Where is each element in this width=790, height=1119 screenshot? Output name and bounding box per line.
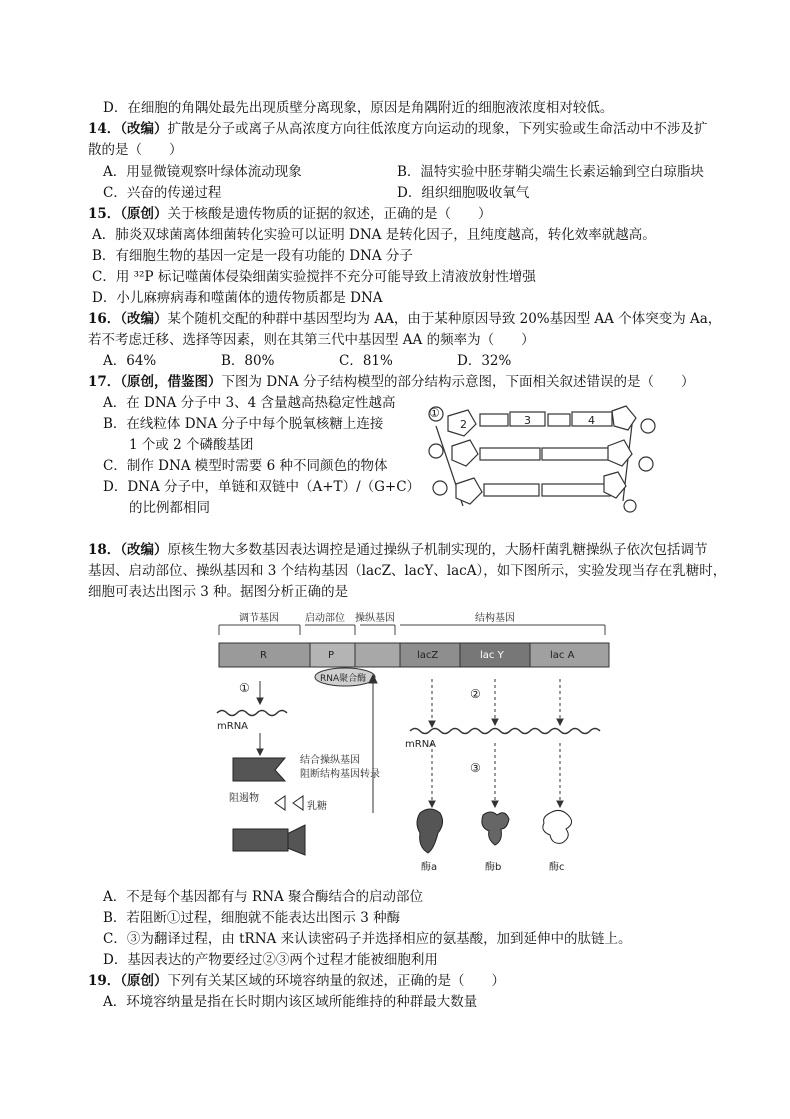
q16-stem bbox=[88, 310, 721, 328]
seg-r: R bbox=[260, 650, 267, 661]
q19-text: 下列有关某区域的环境容纳量的叙述，正确的是（ ） bbox=[167, 973, 506, 989]
bind-operator-label: 结合操纵基因 bbox=[300, 755, 360, 766]
dna-label-4: 4 bbox=[588, 414, 595, 427]
q17-option-d-cont: 的比例都相同 bbox=[129, 500, 210, 516]
q17-option-a: A．在 DNA 分子中 3、4 含量越高热稳定性越高 bbox=[103, 395, 396, 411]
enzyme-b-label: 酶b bbox=[485, 862, 502, 873]
q16-text: 某个随机交配的种群中基因型均为 AA，由于某种原因导致 20%基因型 AA 个体突变为 Aa， bbox=[167, 311, 722, 327]
q16-tag: 16．（改编） bbox=[88, 311, 168, 327]
q15-option-b: B．有细胞生物的基因一定是一段有功能的 DNA 分子 bbox=[92, 248, 413, 264]
q18-option-c: C．③为翻译过程，由 tRNA 来认读密码子并选择相应的氨基酸，加到延伸中的肽链上。 bbox=[103, 931, 632, 947]
q15-stem bbox=[88, 205, 492, 223]
mrna-right-label: mRNA bbox=[405, 739, 437, 750]
seg-lacy: lac Y bbox=[480, 650, 504, 661]
lac-operon-diagram bbox=[205, 603, 615, 883]
q16-option-c: C．81% bbox=[339, 353, 393, 369]
q14-tag: 14．（改编） bbox=[88, 121, 168, 137]
q14-text: 扩散是分子或离子从高浓度方向往低浓度方向运动的现象，下列实验或生命活动中不涉及扩 bbox=[167, 121, 708, 137]
q18-option-d: D．基因表达的产物要经过②③两个过程才能被细胞利用 bbox=[103, 952, 438, 968]
label-promoter: 启动部位 bbox=[305, 613, 345, 624]
q14-option-a: A．用显微镜观察叶绿体流动现象 bbox=[103, 164, 302, 180]
rna-polymerase-label: RNA聚合酶 bbox=[320, 674, 367, 684]
q17-option-b-cont: 1 个或 2 个磷酸基团 bbox=[129, 437, 254, 453]
q19-stem bbox=[88, 972, 505, 990]
q16-option-a: A．64% bbox=[103, 353, 157, 369]
seg-lacz: lacZ bbox=[417, 650, 439, 661]
mrna-left-label: mRNA bbox=[217, 721, 249, 732]
q18-stem bbox=[88, 541, 708, 559]
q18-stem-cont: 基因、启动部位、操纵基因和 3 个结构基因（lacZ、lacY、lacA），如下图所示，实验发现当存在乳糖时， bbox=[88, 563, 727, 579]
q15-option-a: A．肺炎双球菌离体细菌转化实验可以证明 DNA 是转化因子，且纯度越高，转化效率就越高。 bbox=[92, 227, 656, 243]
q19-option-a: A．环境容纳量是指在长时期内该区域所能维持的种群最大数量 bbox=[103, 994, 478, 1010]
q16-stem-cont: 若不考虑迁移、选择等因素，则在其第三代中基因型 AA 的频率为（ ） bbox=[88, 332, 535, 348]
step-1-label: ① bbox=[239, 681, 250, 695]
block-transcription-label: 阻断结构基因转录 bbox=[300, 769, 380, 780]
step-3-label: ③ bbox=[470, 761, 481, 775]
dna-label-2: 2 bbox=[460, 418, 467, 431]
label-structural-genes: 结构基因 bbox=[475, 613, 515, 624]
q17-tag: 17．（原创，借鉴图） bbox=[88, 374, 222, 390]
dna-structure-svg bbox=[418, 396, 663, 514]
lactose-label: 乳糖 bbox=[307, 801, 327, 812]
seg-laca: lac A bbox=[550, 650, 575, 661]
q18-option-b: B．若阻断①过程，细胞就不能表达出图示 3 种酶 bbox=[103, 910, 401, 926]
q14-option-b: B．温特实验中胚芽鞘尖端生长素运输到空白琼脂块 bbox=[397, 164, 704, 180]
q15-option-c: C．用 ³²P 标记噬菌体侵染细菌实验搅拌不充分可能导致上清液放射性增强 bbox=[92, 269, 536, 285]
label-regulator-gene: 调节基因 bbox=[239, 613, 279, 624]
q18-text: 原核生物大多数基因表达调控是通过操纵子机制实现的，大肠杆菌乳糖操纵子依次包括调节 bbox=[167, 542, 708, 558]
q17-option-d: D．DNA 分子中，单链和双链中（A+T）/（G+C） bbox=[103, 479, 421, 495]
q18-tag: 18．（改编） bbox=[88, 542, 168, 558]
q16-option-d: D．32% bbox=[457, 353, 512, 369]
q18-option-a: A．不是每个基因都有与 RNA 聚合酶结合的启动部位 bbox=[103, 889, 424, 905]
enzyme-a-label: 酶a bbox=[421, 862, 438, 873]
q18-stem-cont2: 细胞可表达出图示 3 种。据图分析正确的是 bbox=[88, 584, 349, 600]
q16-option-b: B．80% bbox=[221, 353, 275, 369]
dna-label-3: 3 bbox=[524, 414, 531, 427]
q14-option-c: C．兴奋的传递过程 bbox=[103, 185, 222, 201]
dna-structure-diagram bbox=[418, 396, 663, 514]
seg-p: P bbox=[328, 650, 335, 661]
q19-tag: 19．（原创） bbox=[88, 973, 168, 989]
repressor-label: 阻遏物 bbox=[229, 793, 259, 804]
q15-tag: 15．（原创） bbox=[88, 206, 168, 222]
dna-label-1: ① bbox=[429, 406, 440, 420]
enzyme-c-label: 酶c bbox=[549, 862, 565, 873]
label-operator: 操纵基因 bbox=[355, 613, 395, 624]
q13-option-d: D．在细胞的角隅处最先出现质壁分离现象，原因是角隅附近的细胞液浓度相对较低。 bbox=[103, 100, 614, 116]
q15-text: 关于核酸是遗传物质的证据的叙述，正确的是（ ） bbox=[167, 206, 492, 222]
q14-stem-cont: 散的是（ ） bbox=[88, 142, 183, 158]
q17-option-c: C．制作 DNA 模型时需要 6 种不同颜色的物体 bbox=[103, 458, 388, 474]
q17-option-b: B．在线粒体 DNA 分子中每个脱氧核糖上连接 bbox=[103, 416, 384, 432]
q17-text: 下图为 DNA 分子结构模型的部分结构示意图，下面相关叙述错误的是（ ） bbox=[221, 374, 695, 390]
step-2-label: ② bbox=[470, 687, 481, 701]
q17-stem bbox=[88, 373, 695, 391]
q15-option-d: D．小儿麻痹病毒和噬菌体的遗传物质都是 DNA bbox=[92, 290, 383, 306]
q14-option-d: D．组织细胞吸收氧气 bbox=[397, 185, 530, 201]
q14-stem bbox=[88, 120, 708, 138]
